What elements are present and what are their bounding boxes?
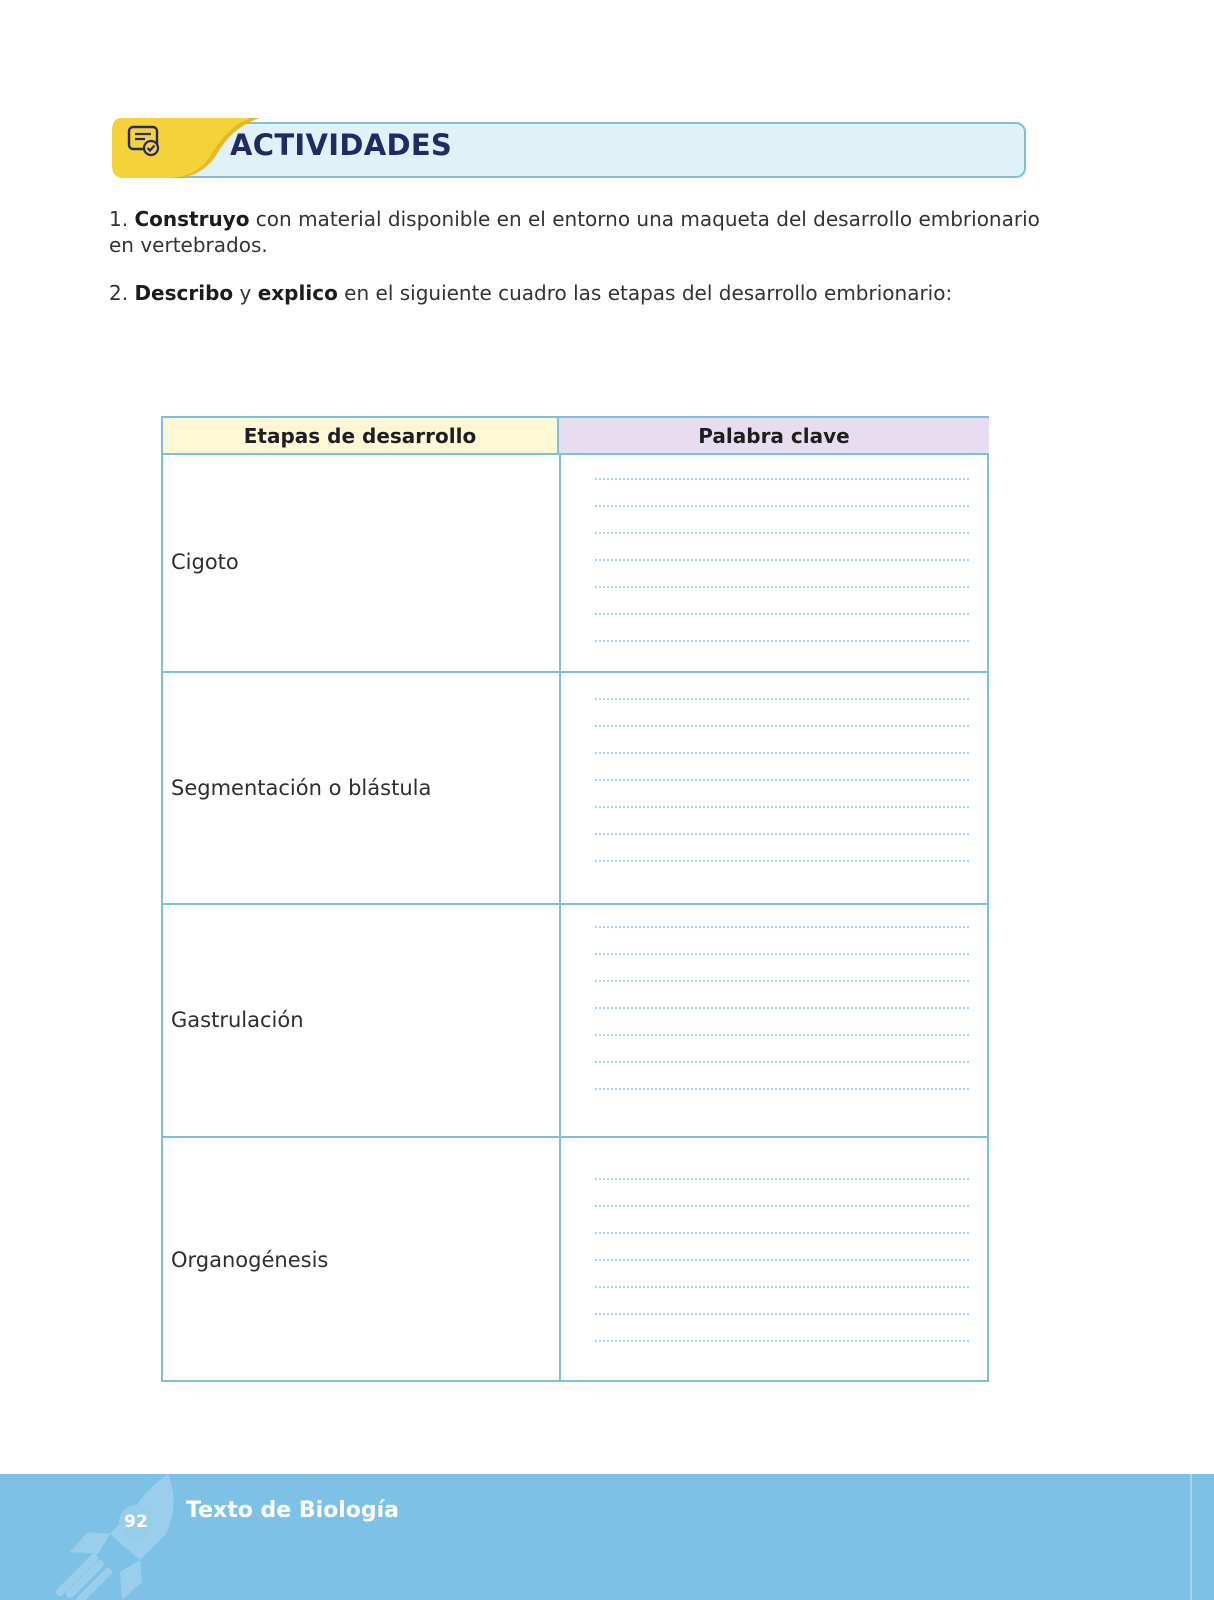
- stage-label: Cigoto: [171, 550, 239, 574]
- answer-line[interactable]: [595, 640, 969, 642]
- table-row: [163, 903, 987, 1136]
- table-row: [163, 671, 987, 903]
- answer-line[interactable]: [595, 1340, 969, 1342]
- answer-line[interactable]: [595, 532, 969, 534]
- answer-line[interactable]: [595, 833, 969, 835]
- banner-title: ACTIVIDADES: [230, 128, 453, 162]
- answer-line[interactable]: [595, 1007, 969, 1009]
- answer-line[interactable]: [595, 1313, 969, 1315]
- stage-label: Segmentación o blástula: [171, 776, 432, 800]
- instruction-verb: Describo: [134, 281, 234, 305]
- answer-line[interactable]: [595, 1061, 969, 1063]
- answer-line[interactable]: [595, 1259, 969, 1261]
- answer-line[interactable]: [595, 779, 969, 781]
- answer-line[interactable]: [595, 478, 969, 480]
- column-header-keyword: Palabra clave: [559, 418, 989, 455]
- stages-table: [161, 416, 989, 1382]
- instruction-number: 2.: [109, 281, 129, 305]
- instruction-verb: Construyo: [134, 207, 250, 231]
- answer-line[interactable]: [595, 725, 969, 727]
- answer-line[interactable]: [595, 698, 969, 700]
- answer-line[interactable]: [595, 559, 969, 561]
- instruction-number: 1.: [109, 207, 129, 231]
- page-footer: [0, 1474, 1214, 1600]
- table-row: [163, 455, 987, 671]
- answer-line[interactable]: [595, 1205, 969, 1207]
- activities-banner: [110, 118, 1030, 182]
- column-header-stages: Etapas de desarrollo: [163, 418, 559, 455]
- answer-line[interactable]: [595, 953, 969, 955]
- page-number: 92: [119, 1505, 153, 1539]
- answer-line[interactable]: [595, 1178, 969, 1180]
- answer-line[interactable]: [595, 806, 969, 808]
- instruction-2: [109, 280, 1044, 306]
- table-row: [163, 1136, 987, 1382]
- instruction-text: con material disponible en el entorno una maqueta del desarrollo embrionario en vertebrados.: [109, 207, 1040, 257]
- answer-line[interactable]: [595, 926, 969, 928]
- instruction-connector: y: [233, 281, 258, 305]
- answer-line[interactable]: [595, 586, 969, 588]
- checklist-icon: [126, 124, 162, 158]
- answer-line[interactable]: [595, 1034, 969, 1036]
- instruction-1: [109, 206, 1044, 258]
- answer-line[interactable]: [595, 860, 969, 862]
- book-title: Texto de Biología: [186, 1498, 400, 1523]
- stage-label: Organogénesis: [171, 1248, 329, 1272]
- answer-line[interactable]: [595, 613, 969, 615]
- answer-line[interactable]: [595, 980, 969, 982]
- answer-line[interactable]: [595, 1286, 969, 1288]
- stage-label: Gastrulación: [171, 1008, 304, 1032]
- answer-line[interactable]: [595, 1232, 969, 1234]
- rocket-icon: [40, 1474, 190, 1600]
- instruction-verb: explico: [257, 281, 338, 305]
- instruction-text: en el siguiente cuadro las etapas del desarrollo embrionario:: [337, 281, 953, 305]
- answer-line[interactable]: [595, 752, 969, 754]
- footer-divider: [1190, 1474, 1192, 1600]
- answer-line[interactable]: [595, 1088, 969, 1090]
- answer-line[interactable]: [595, 505, 969, 507]
